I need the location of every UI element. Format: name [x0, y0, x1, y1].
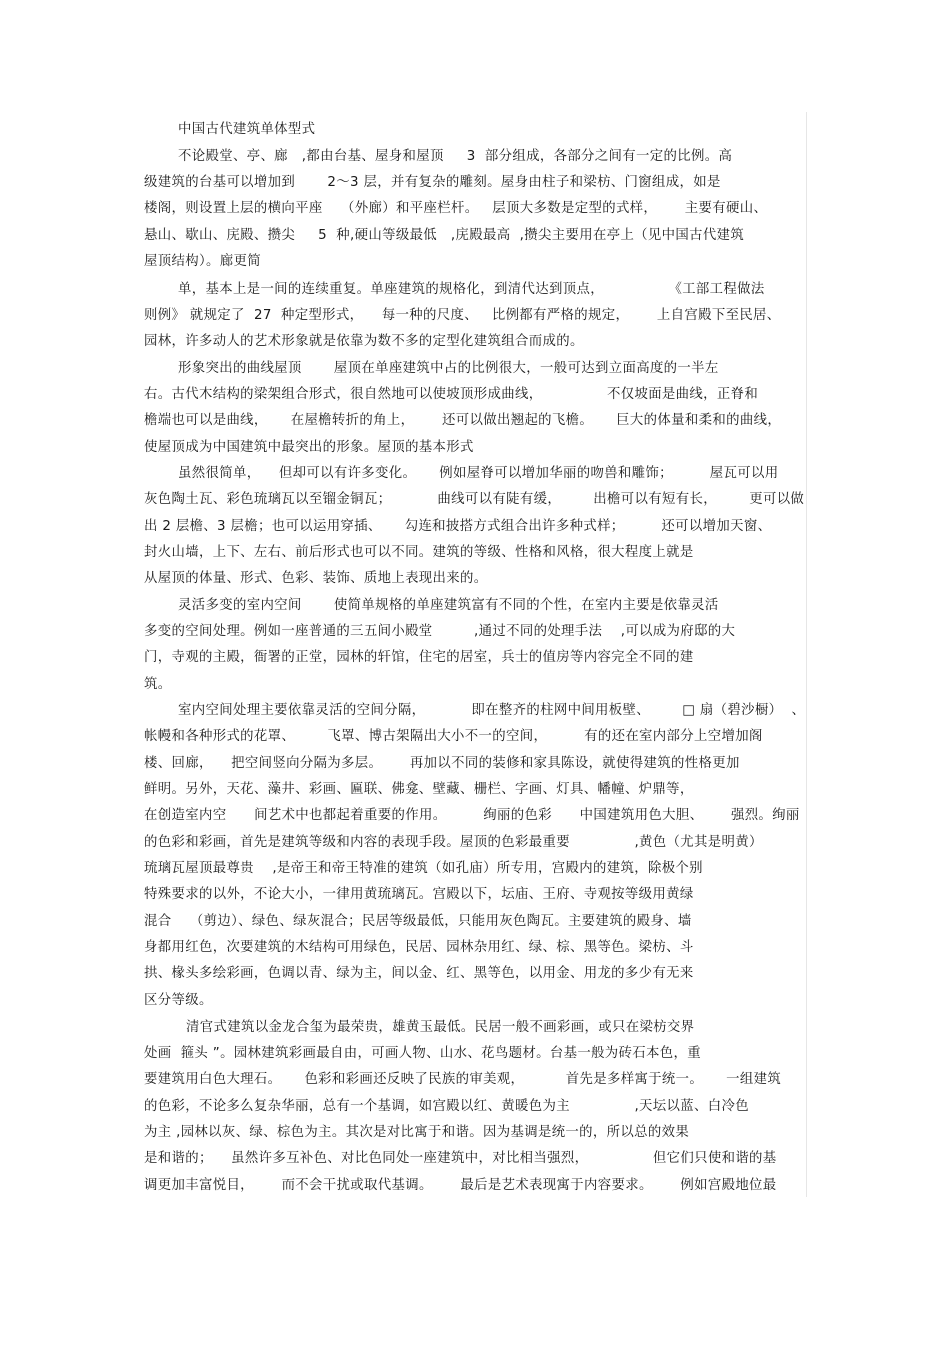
text-line: 从屋顶的体量、形式、色彩、装饰、质地上表现出来的。: [144, 571, 488, 586]
text-line: 区分等级。: [144, 993, 213, 1008]
text-line: 琉璃瓦屋顶最尊贵 ,是帝王和帝王特准的建筑（如孔庙）所专用，宫殿内的建筑，除极个别: [144, 861, 703, 876]
text-line: 屋顶结构）。廊更简: [144, 254, 261, 269]
text-line: 使屋顶成为中国建筑中最突出的形象。屋顶的基本形式: [144, 440, 474, 455]
text-line: 的色彩，不论多么复杂华丽，总有一个基调，如宫殿以红、黄暖色为主 ,天坛以蓝、白冷色: [144, 1099, 749, 1114]
text-line: 多变的空间处理。例如一座普通的三五间小殿堂 ,通过不同的处理手法 ,可以成为府邸的大: [144, 624, 736, 639]
text-line: 檐端也可以是曲线， 在屋檐转折的角上， 还可以做出翘起的飞檐。 巨大的体量和柔和的曲线，: [144, 413, 782, 428]
text-line: 身都用红色，次要建筑的木结构可用绿色，民居、园林杂用红、绿、棕、黑等色。梁枋、斗: [144, 940, 694, 955]
text-line: 灰色陶土瓦、彩色琉璃瓦以至镏金铜瓦； 曲线可以有陡有缓， 出檐可以有短有长， 更可以做: [144, 492, 805, 507]
text-line: 是和谐的； 虽然许多互补色、对比色同处一座建筑中，对比相当强烈， 但它们只使和谐的基: [144, 1151, 777, 1166]
text-line: 的色彩和彩画，首先是建筑等级和内容的表现手段。屋顶的色彩最重要 ,黄色（尤其是明黄）: [144, 835, 763, 850]
text-line: 拱、椽头多绘彩画，色调以青、绿为主，间以金、红、黑等色，以用金、用龙的多少有无来: [144, 966, 694, 981]
text-line: 特殊要求的以外，不论大小，一律用黄琉璃瓦。宫殿以下，坛庙、王府、寺观按等级用黄绿: [144, 887, 694, 902]
text-line: 封火山墙，上下、左右、前后形式也可以不同。建筑的等级、性格和风格，很大程度上就是: [144, 545, 694, 560]
text-line: 虽然很简单， 但却可以有许多变化。 例如屋脊可以增加华丽的吻兽和雕饰； 屋瓦可以用: [178, 466, 779, 481]
text-line: 为主 ,园林以灰、绿、棕色为主。其次是对比寓于和谐。因为基调是统一的，所以总的效果: [144, 1125, 690, 1140]
text-line: 出 2 层檐、3 层檐；也可以运用穿插、 勾连和披搭方式组合出许多种式样； 还可以增加天窗、: [144, 519, 772, 534]
text-line: 灵活多变的室内空间 使简单规格的单座建筑富有不同的个性，在室内主要是依靠灵活: [178, 598, 719, 613]
text-line: 帐幔和各种形式的花罩、 飞罩、博古架隔出大小不一的空间， 有的还在室内部分上空增加阁: [144, 729, 763, 744]
text-line: 园林，许多动人的艺术形象就是依靠为数不多的定型化建筑组合而成的。: [144, 334, 584, 349]
text-line: 楼阁，则设置上层的横向平座 （外廊）和平座栏杆。 层顶大多数是定型的式样， 主要有硬山、: [144, 201, 768, 216]
text-line: 要建筑用白色大理石。 色彩和彩画还反映了民族的审美观， 首先是多样寓于统一。 一组建筑: [144, 1072, 782, 1087]
text-line: 不论殿堂、亭、廊 ,都由台基、屋身和屋顶 3 部分组成，各部分之间有一定的比例。高: [178, 149, 733, 164]
text-line: 形象突出的曲线屋顶 屋顶在单座建筑中占的比例很大，一般可达到立面高度的一半左: [178, 361, 719, 376]
text-line: 调更加丰富悦目， 而不会干扰或取代基调。 最后是艺术表现寓于内容要求。 例如宫殿地位最: [144, 1178, 777, 1193]
text-line: 室内空间处理主要依靠灵活的空间分隔， 即在整齐的柱网中间用板壁、 □ 扇（碧沙橱） 、: [178, 703, 806, 718]
text-line: 楼、回廊， 把空间竖向分隔为多层。 再加以不同的装修和家具陈设，就使得建筑的性格更加: [144, 756, 740, 771]
text-line: 清官式建筑以金龙合玺为最荣贵，雄黄玉最低。民居一般不画彩画，或只在梁枋交界: [186, 1020, 695, 1035]
text-line: 级建筑的台基可以增加到 2～3 层，并有复杂的雕刻。屋身由柱子和梁枋、门窗组成，如是: [144, 175, 721, 190]
text-line: 则例》 就规定了 27 种定型形式， 每一种的尺度、 比例都有严格的规定， 上自宫殿下至民居、: [144, 308, 781, 323]
text-line: 悬山、歇山、庑殿、攒尖 5 种,硬山等级最低 ,庑殿最高 ,攒尖主要用在亭上（见中国古代建筑: [144, 228, 745, 243]
text-line: 鲜明。另外，天花、藻井、彩画、匾联、佛龛、壁藏、栅栏、字画、灯具、幡幢、炉鼎等，: [144, 782, 694, 797]
text-line: 右。古代木结构的梁架组合形式，很自然地可以使坡顶形成曲线， 不仅坡面是曲线，正脊和: [144, 387, 759, 402]
text-line: 处画 箍头 ”。园林建筑彩画最自由，可画人物、山水、花鸟题材。台基一般为砖石本色，重: [144, 1046, 701, 1061]
text-line: 单，基本上是一间的连续重复。单座建筑的规格化，到清代达到顶点， 《工部工程做法: [178, 282, 765, 297]
text-line: 在创造室内空 间艺术中也都起着重要的作用。 绚丽的色彩 中国建筑用色大胆、 强烈。绚丽: [144, 808, 800, 823]
doc-title: 中国古代建筑单体型式: [178, 122, 316, 137]
text-line: 筑。: [144, 677, 172, 692]
text-line: 混合 （剪边）、绿色、绿灰混合；民居等级最低，只能用灰色陶瓦。主要建筑的殿身、墙: [144, 914, 692, 929]
text-line: 门，寺观的主殿，衙署的正堂，园林的轩馆，住宅的居室，兵士的值房等内容完全不同的建: [144, 650, 694, 665]
column-rule: [806, 112, 807, 1197]
